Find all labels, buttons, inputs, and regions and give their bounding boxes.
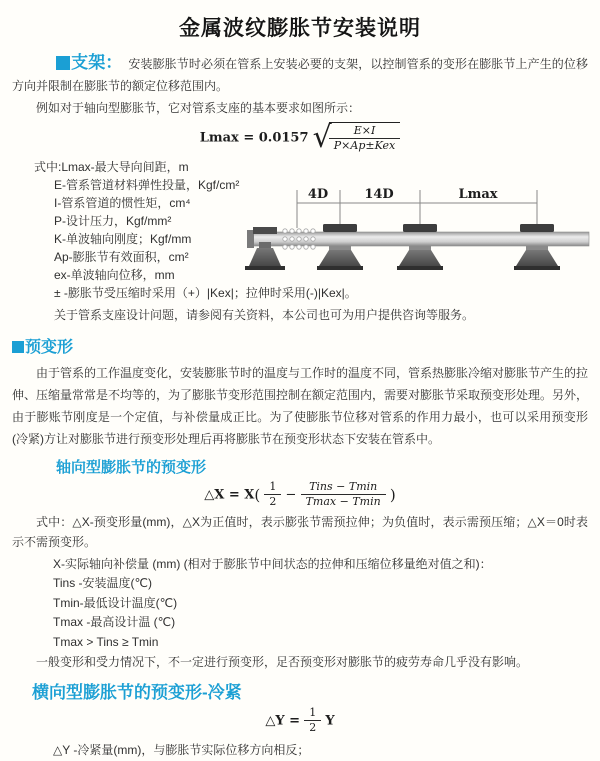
lmax-formula-lhs: Lmax = 0.0157 [199,130,309,146]
support-intro-paragraph [12,52,588,97]
predeform-section-heading [12,334,588,357]
axial-heading: 轴向型膨胀节的预变形 [56,459,207,477]
dimension-lines [297,190,537,228]
pipe-end-flange [247,230,254,248]
axial-note-main: 式中：△X-预变形量(mm)，△X为正值时，表示膨张节需预拉伸；为负值时，表示需预压缩；△X＝0时表示不需预变形。 [12,514,588,550]
definitions-block [12,158,588,327]
axial-formula-lhs: △X = X [204,487,255,503]
axial-closing-note: 一般变形和受力情况下，不一定进行预变形，足否预变形对膨胀节的疲劳寿命几乎没有影响。 [36,655,529,670]
definition-item: K-单波轴向刚度；Kgf/mm [54,231,192,246]
minus-sign: − [285,487,297,503]
support-intro-text: 安装膨胀节时必须在管系上安装必要的支架，以控制管系的变形在膨胀节上产生的位移方向并限制在膨胀节的额定位移范围内。 [12,57,588,93]
temperature-numerator: Tins − Tmin [309,480,378,494]
half-denominator: 2 [264,494,281,509]
section-marker-icon [12,341,24,353]
lateral-formula [12,706,588,736]
lmax-fraction-denominator: P×Ap±Kex [329,138,400,153]
support-heading: 支架： [71,53,123,72]
section-marker-icon [56,56,70,70]
predeform-paragraph: 由于管系的工作温度变化，安装膨胀节时的温度与工作时的温度不同，管系热膨胀冷缩对膨胀节产生的拉伸、压缩量常常是不均等的，为了膨胀节变形范围控制在额定范围内，需要对膨胀节采取预变形处理。另外，由于膨账节刚度是一个定值，与补偿量成正比。为了使膨胀节位移对管系的作用力最小，也可以采用预变形(冷紧)方让对膨胀节进行预变形处理后再将膨胀节在预变形状态下安装在管系中。 [12,366,589,447]
lateral-note: △Y -冷紧量(mm)，与膨胀节实际位移方向相反； [53,742,310,757]
definitions-head: 式中:Lmax-最大导向间距，m [34,159,189,174]
lateral-formula-lhs: △Y = [265,713,301,729]
axial-item: X-实际轴向补偿量 (mm) (相对于膨胀节中间状态的拉伸和压缩位移量绝对值之和)： [53,556,492,571]
axial-item: Tmax -最高设计温 (℃) [53,615,176,630]
half-fraction [264,480,281,510]
definition-item: Ap-膨胀节有效面积，cm² [54,249,189,264]
guide-support [397,224,443,270]
guide-support [317,224,363,270]
radical-sign: √ [312,119,332,155]
right-paren: ) [389,485,396,504]
radical-group [312,119,401,155]
definition-item: ex-单波轴向位移，mm [54,267,175,282]
service-note: 关于管系支座设计问题，请参阅有关资料，本公司也可为用户提供咨询等服务。 [54,308,475,323]
dimension-label-14d: 14D [364,186,394,202]
temperature-fraction [301,480,386,510]
lateral-half-denominator: 2 [304,720,321,735]
axial-item: Tmin-最低设计温度(℃) [53,595,178,610]
axial-formula [12,480,588,510]
lateral-half-fraction [304,706,321,736]
lateral-formula-rhs: Y [325,713,335,729]
lateral-half-numerator: 1 [309,706,317,720]
support-example-line: 例如对于轴向型膨胀节，它对管系支座的基本要求如图所示： [36,101,361,115]
temperature-denominator: Tmax − Tmin [301,494,386,509]
left-paren: ( [254,485,261,504]
page-title: 金属波纹膨胀节安装说明 [179,17,421,40]
dimension-label-lmax: Lmax [458,186,498,202]
axial-item: Tmax > Tins ≥ Tmin [53,634,159,649]
definition-item: E-管系管道材料弹性投量，Kgf/cm² [54,177,240,192]
pm-note: ± -膨胀节受压缩时采用（+）|Kex|；拉伸时采用(-)|Kex|。 [54,285,357,300]
axial-item: Tins -安装温度(℃) [53,576,153,591]
half-numerator: 1 [269,480,277,494]
dimension-label-4d: 4D [307,186,329,202]
radical-body [329,122,400,154]
definition-item: I-管系管道的惯性矩，cm⁴ [54,195,191,210]
lmax-fraction [329,124,400,154]
definition-item: P-设计压力，Kgf/mm² [54,213,172,228]
guide-support [514,224,560,270]
lmax-formula [12,119,588,155]
lmax-fraction-numerator: E×I [353,124,376,137]
predeform-heading-label: 预变形 [25,339,74,357]
pipe-support-diagram [243,182,595,282]
lateral-heading: 横向型膨胀节的预变形-冷紧 [32,683,242,703]
